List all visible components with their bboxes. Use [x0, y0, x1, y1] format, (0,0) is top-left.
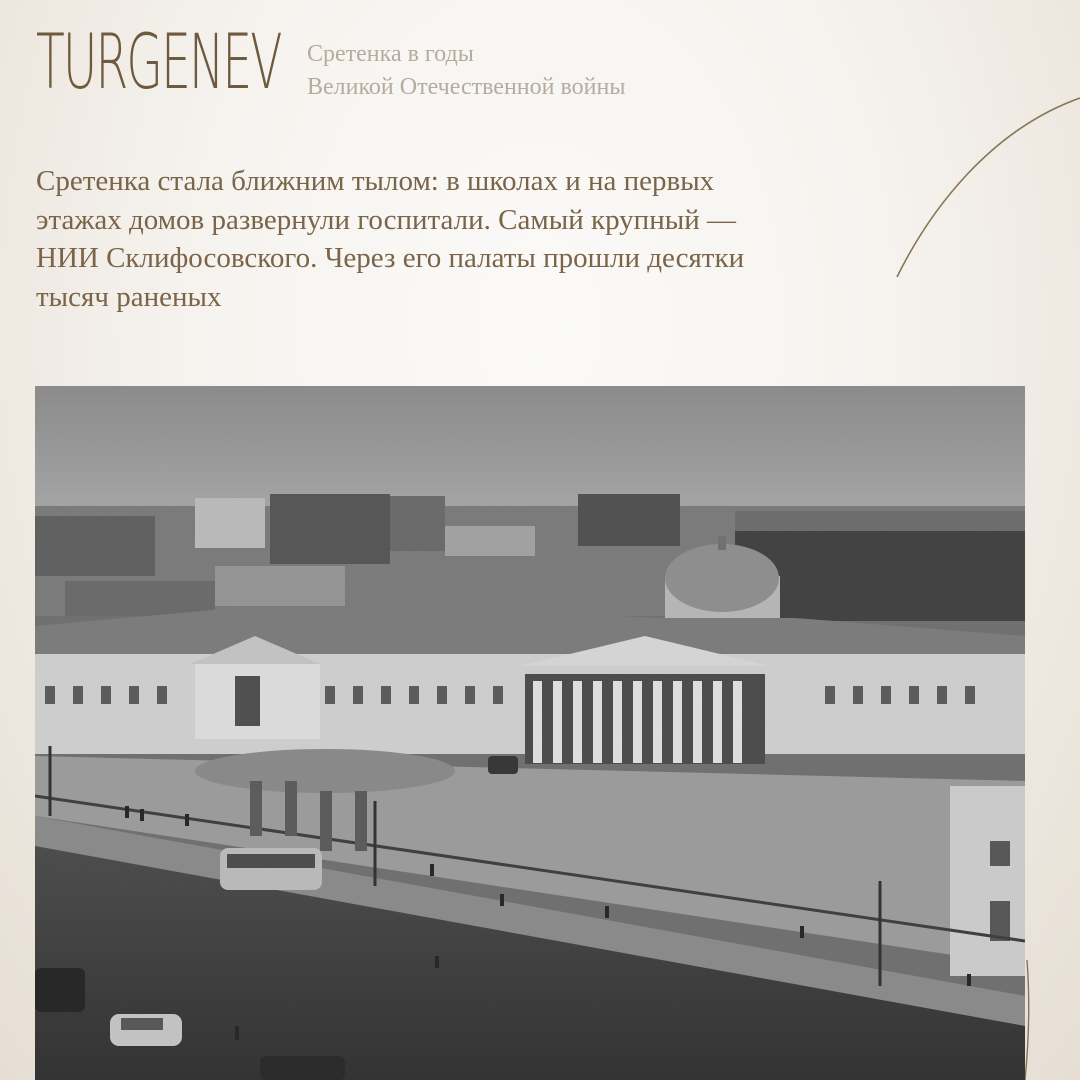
subtitle-line-2: Великой Отечественной войны	[307, 74, 626, 100]
lead-line-4: тысяч раненых	[36, 280, 222, 313]
lead-line-1: Сретенка стала ближним тылом: в школах и на первых	[36, 165, 715, 197]
lead-paragraph	[36, 162, 916, 316]
brand-logo: TURGENEV	[36, 17, 281, 106]
archival-photo	[35, 386, 1025, 1080]
subtitle-line-1: Сретенка в годы	[307, 41, 474, 67]
series-subtitle	[307, 38, 625, 104]
lead-line-2: этажах домов развернули госпитали. Самый крупный —	[36, 203, 736, 236]
lead-line-3: НИИ Склифосовского. Через его палаты прошли десятки	[36, 242, 745, 274]
